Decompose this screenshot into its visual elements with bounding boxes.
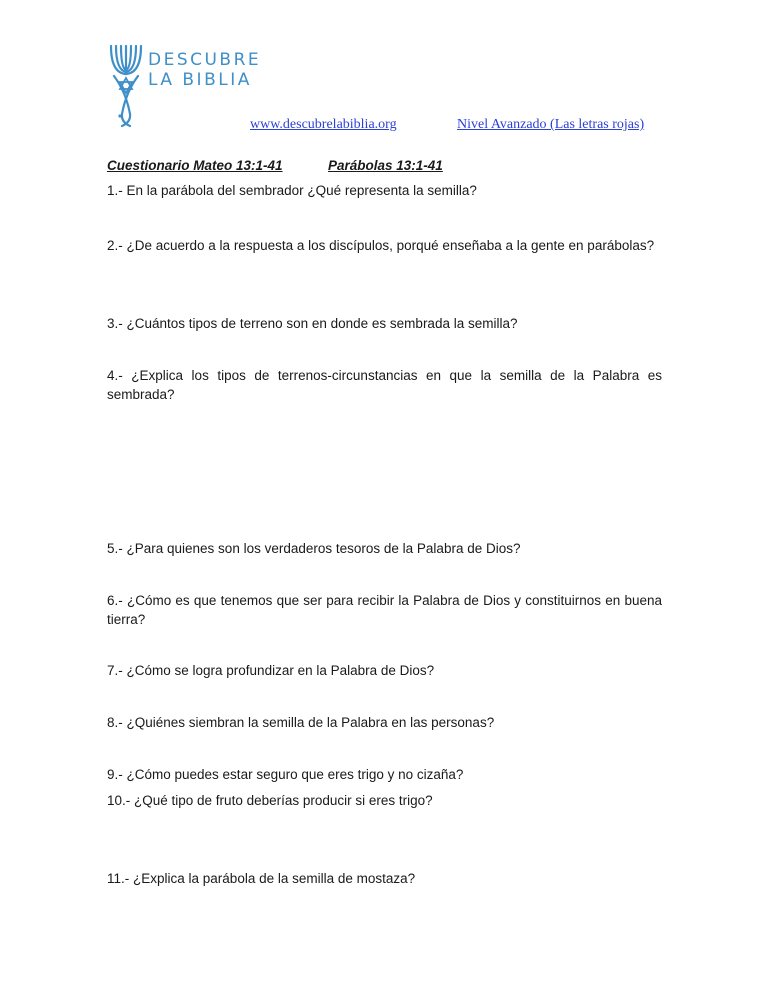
logo-line-2: LA BIBLIA: [148, 70, 252, 90]
question-5: 5.- ¿Para quienes son los verdaderos tesoros de la Palabra de Dios?: [107, 541, 521, 556]
question-9: 9.- ¿Cómo puedes estar seguro que eres trigo y no cizaña?: [107, 767, 464, 782]
passage-reference: Parábolas 13:1-41: [328, 158, 443, 173]
question-4: 4.- ¿Explica los tipos de terrenos-circunstancias en que la semilla de la Palabra es sembrada?: [107, 368, 662, 402]
question-11: 11.- ¿Explica la parábola de la semilla de mostaza?: [107, 871, 416, 886]
question-2: 2.- ¿De acuerdo a la respuesta a los discípulos, porqué enseñaba a la gente en parábolas?: [107, 238, 655, 253]
website-link[interactable]: www.descubrelabiblia.org: [250, 117, 397, 132]
logo-line-1: DESCUBRE: [148, 50, 262, 70]
level-link[interactable]: Nivel Avanzado (Las letras rojas): [457, 117, 645, 132]
question-7: 7.- ¿Cómo se logra profundizar en la Palabra de Dios?: [107, 663, 435, 678]
question-10: 10.- ¿Qué tipo de fruto deberías producir si eres trigo?: [107, 793, 433, 808]
quiz-title: Cuestionario Mateo 13:1-41: [107, 158, 283, 173]
header-links: [0, 117, 768, 135]
question-1: 1.- En la parábola del sembrador ¿Qué representa la semilla?: [107, 183, 477, 198]
logo-text: [148, 50, 261, 90]
question-8: 8.- ¿Quiénes siembran la semilla de la Palabra en las personas?: [107, 715, 495, 730]
question-6: 6.- ¿Cómo es que tenemos que ser para recibir la Palabra de Dios y constituirnos en buena tierra?: [107, 593, 662, 627]
question-3: 3.- ¿Cuántos tipos de terreno son en donde es sembrada la semilla?: [107, 316, 518, 331]
